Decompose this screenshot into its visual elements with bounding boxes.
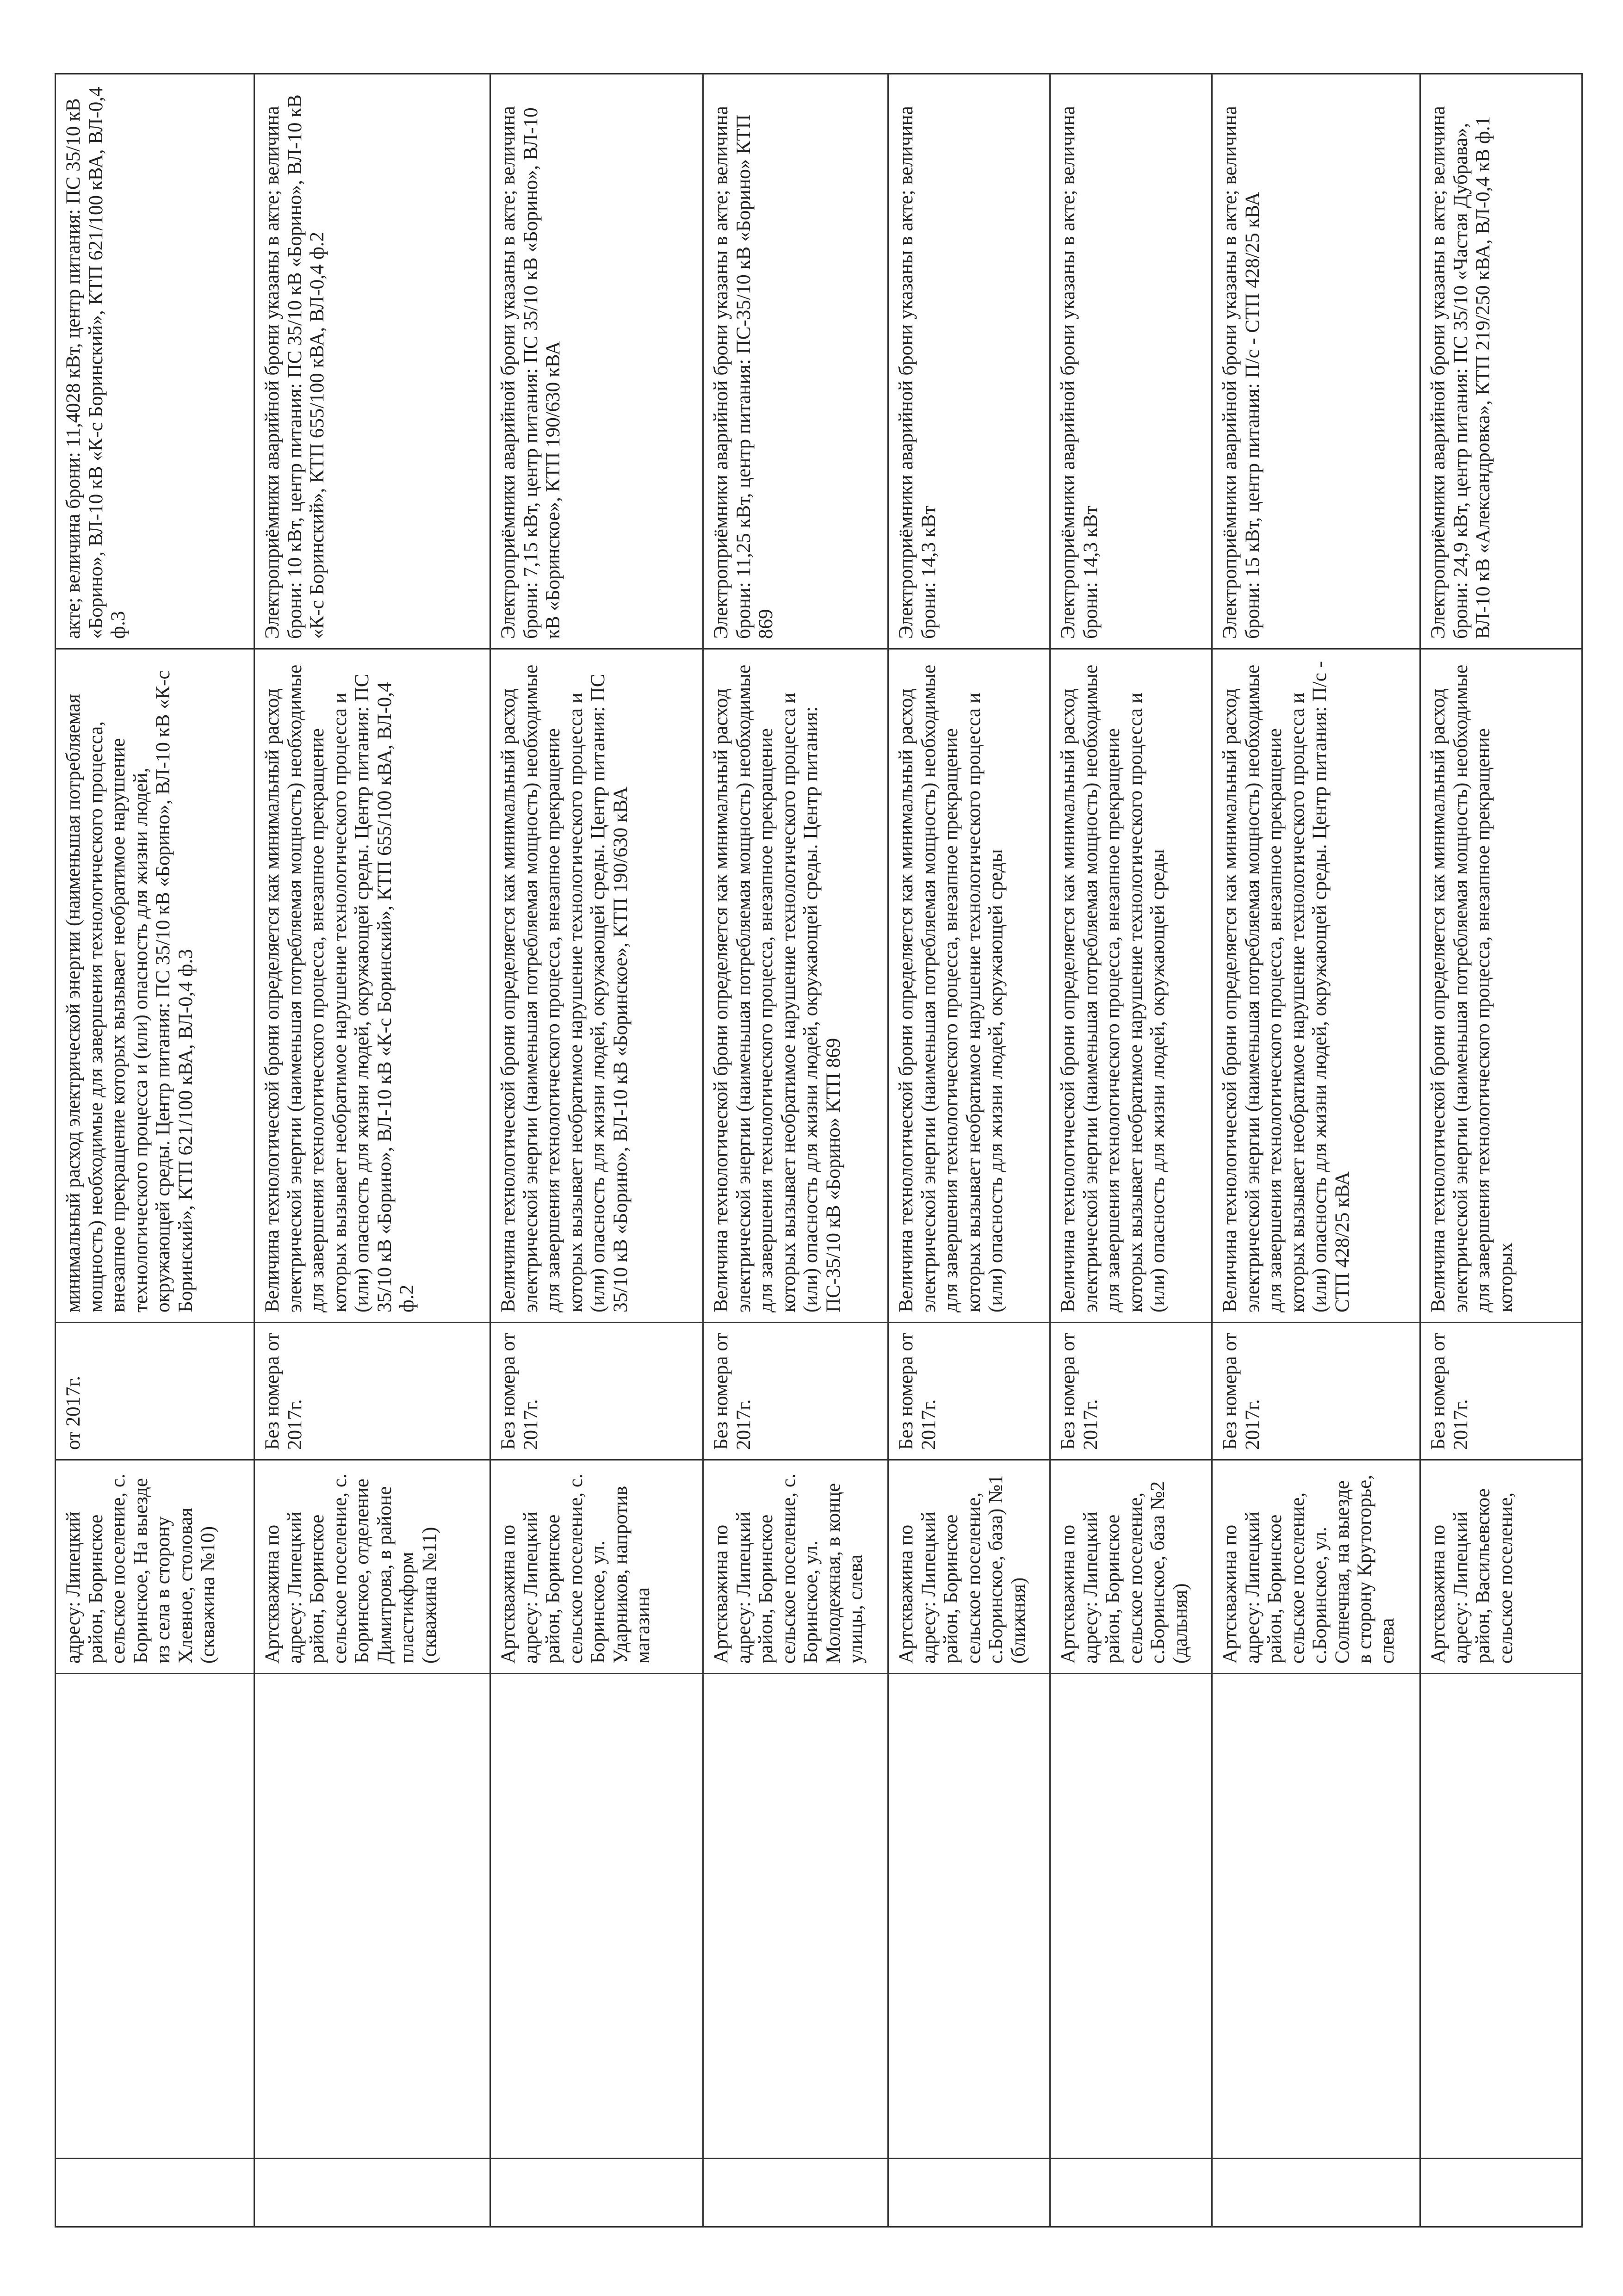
- cell-emergency-reserve: Электроприёмники аварийной брони указаны в акте; величина брони: 11,25 кВт, центр питания: ПС-35/10 кВ «Борино» КТП 869: [703, 74, 888, 649]
- cell-address: Артскважина по адресу: Липецкий район, Боринское сельское поселение, с. Боринское, отделение Димитрова, в районе пластикформ (скважина №11): [254, 1460, 490, 1674]
- cell-blank-wide: [490, 1674, 703, 2159]
- cell-blank-wide: [1420, 1674, 1582, 2159]
- cell-technological-reserve: Величина технологической брони определяется как минимальный расход электрической энергии (наименьшая потребляемая мощность) необходимые для завершения технологического процесса, внезапное прекращение которых вызывает необратимое нарушение технологического процесса и (или) опасность для жизни людей, окружающей среды. Центр питания: ПС-35/10 кВ «Борино» КТП 869: [703, 649, 888, 1323]
- cell-address: Артскважина по адресу: Липецкий район, Боринское сельское поселение, с.Боринское, база) №1 (ближняя): [888, 1460, 1050, 1674]
- cell-emergency-reserve: Электроприёмники аварийной брони указаны в акте; величина брони: 14,3 кВт: [888, 74, 1050, 649]
- cell-address: Артскважина по адресу: Липецкий район, Боринское сельское поселение, с.Боринское, база №2 (дальняя): [1050, 1460, 1212, 1674]
- table-row: [1050, 74, 1212, 2227]
- cell-technological-reserve: Величина технологической брони определяется как минимальный расход электрической энергии (наименьшая потребляемая мощность) необходимые для завершения технологического процесса, внезапное прекращение которых вызывает необратимое нарушение технологического процесса и (или) опасность для жизни людей, окружающей среды. Центр питания: П/с - СТП 428/25 кВА: [1212, 649, 1420, 1323]
- cell-blank-wide: [1212, 1674, 1420, 2159]
- cell-emergency-reserve: Электроприёмники аварийной брони указаны в акте; величина брони: 10 кВт, центр питания: ПС 35/10 кВ «Борино», ВЛ-10 кВ «К-с Боринский», КТП 655/100 кВА, ВЛ-0,4 ф.2: [254, 74, 490, 649]
- cell-blank-wide: [254, 1674, 490, 2159]
- cell-emergency-reserve: Электроприёмники аварийной брони указаны в акте; величина брони: 24,9 кВт, центр питания: ПС 35/10 «Частая Дубрава», ВЛ-10 кВ «Александровка», КТП 219/250 кВА, ВЛ-0,4 кВ ф.1: [1420, 74, 1582, 649]
- cell-blank-left: [254, 2159, 490, 2227]
- table-row: [1420, 74, 1582, 2227]
- cell-blank-left: [56, 2159, 254, 2227]
- cell-blank-wide: [888, 1674, 1050, 2159]
- table-row: [703, 74, 888, 2227]
- cell-technological-reserve: минимальный расход электрической энергии (наименьшая потребляемая мощность) необходимые для завершения технологического процесса, внезапное прекращение которых вызывает необратимое нарушение технологического процесса и (или) опасность для жизни людей, окружающей среды. Центр питания: ПС 35/10 кВ «Борино», ВЛ-10 кВ «К-с Боринский», КТП 621/100 кВА, ВЛ-0,4 ф.3: [56, 649, 254, 1323]
- cell-address: Артскважина по адресу: Липецкий район, Боринское сельское поселение, с. Боринское, ул. Молодежная, в конце улицы, слева: [703, 1460, 888, 1674]
- cell-address: Артскважина по адресу: Липецкий район, Васильевское сельское поселение,: [1420, 1460, 1582, 1674]
- cell-blank-wide: [1050, 1674, 1212, 2159]
- cell-document: Без номера от 2017г.: [888, 1323, 1050, 1460]
- table-row: [56, 74, 254, 2227]
- cell-document: Без номера от 2017г.: [490, 1323, 703, 1460]
- cell-blank-left: [703, 2159, 888, 2227]
- cell-document: Без номера от 2017г.: [1050, 1323, 1212, 1460]
- cell-blank-left: [1050, 2159, 1212, 2227]
- table-row: [1212, 74, 1420, 2227]
- table-row: [254, 74, 490, 2227]
- cell-blank-wide: [56, 1674, 254, 2159]
- cell-emergency-reserve: Электроприёмники аварийной брони указаны в акте; величина брони: 7,15 кВт, центр питания: ПС 35/10 кВ «Борино», ВЛ-10 кВ «Боринское», КТП 190/630 кВА: [490, 74, 703, 649]
- cell-blank-left: [1420, 2159, 1582, 2227]
- cell-blank-wide: [703, 1674, 888, 2159]
- cell-technological-reserve: Величина технологической брони определяется как минимальный расход электрической энергии (наименьшая потребляемая мощность) необходимые для завершения технологического процесса, внезапное прекращение которых: [1420, 649, 1582, 1323]
- cell-address: адресу: Липецкий район, Боринское сельское поселение, с. Боринское, На выезде из села в сторону Хлевное, столовая (скважина №10): [56, 1460, 254, 1674]
- cell-document: Без номера от 2017г.: [1420, 1323, 1582, 1460]
- cell-blank-left: [888, 2159, 1050, 2227]
- cell-blank-left: [490, 2159, 703, 2227]
- cell-technological-reserve: Величина технологической брони определяется как минимальный расход электрической энергии (наименьшая потребляемая мощность) необходимые для завершения технологического процесса, внезапное прекращение которых вызывает необратимое нарушение технологического процесса и (или) опасность для жизни людей, окружающей среды: [888, 649, 1050, 1323]
- cell-document: Без номера от 2017г.: [1212, 1323, 1420, 1460]
- cell-document: от 2017г.: [56, 1323, 254, 1460]
- cell-document: Без номера от 2017г.: [703, 1323, 888, 1460]
- cell-emergency-reserve: акте; величина брони: 11,4028 кВт, центр питания: ПС 35/10 кВ «Борино», ВЛ-10 кВ «К-с Боринский», КТП 621/100 кВА, ВЛ-0,4 ф.3: [56, 74, 254, 649]
- cell-blank-left: [1212, 2159, 1420, 2227]
- table-row: [490, 74, 703, 2227]
- cell-technological-reserve: Величина технологической брони определяется как минимальный расход электрической энергии (наименьшая потребляемая мощность) необходимые для завершения технологического процесса, внезапное прекращение которых вызывает необратимое нарушение технологического процесса и (или) опасность для жизни людей, окружающей среды. Центр питания: ПС 35/10 кВ «Борино», ВЛ-10 кВ «К-с Боринский», КТП 655/100 кВА, ВЛ-0,4 ф.2: [254, 649, 490, 1323]
- cell-emergency-reserve: Электроприёмники аварийной брони указаны в акте; величина брони: 15 кВт, центр питания: П/с - СТП 428/25 кВА: [1212, 74, 1420, 649]
- cell-technological-reserve: Величина технологической брони определяется как минимальный расход электрической энергии (наименьшая потребляемая мощность) необходимые для завершения технологического процесса, внезапное прекращение которых вызывает необратимое нарушение технологического процесса и (или) опасность для жизни людей, окружающей среды: [1050, 649, 1212, 1323]
- energy-reserve-table: [55, 73, 1583, 2228]
- cell-document: Без номера от 2017г.: [254, 1323, 490, 1460]
- cell-emergency-reserve: Электроприёмники аварийной брони указаны в акте; величина брони: 14,3 кВт: [1050, 74, 1212, 649]
- cell-address: Артскважина по адресу: Липецкий район, Боринское сельское поселение, с.Боринское, ул. Солнечная, на выезде в сторону Крутогорье, слева: [1212, 1460, 1420, 1674]
- cell-address: Артскважина по адресу: Липецкий район, Боринское сельское поселение, с. Боринское, ул. Ударников, напротив магазина: [490, 1460, 703, 1674]
- cell-technological-reserve: Величина технологической брони определяется как минимальный расход электрической энергии (наименьшая потребляемая мощность) необходимые для завершения технологического процесса, внезапное прекращение которых вызывает необратимое нарушение технологического процесса и (или) опасность для жизни людей, окружающей среды. Центр питания: ПС 35/10 кВ «Борино», ВЛ-10 кВ «Боринское», КТП 190/630 кВА: [490, 649, 703, 1323]
- table-row: [888, 74, 1050, 2227]
